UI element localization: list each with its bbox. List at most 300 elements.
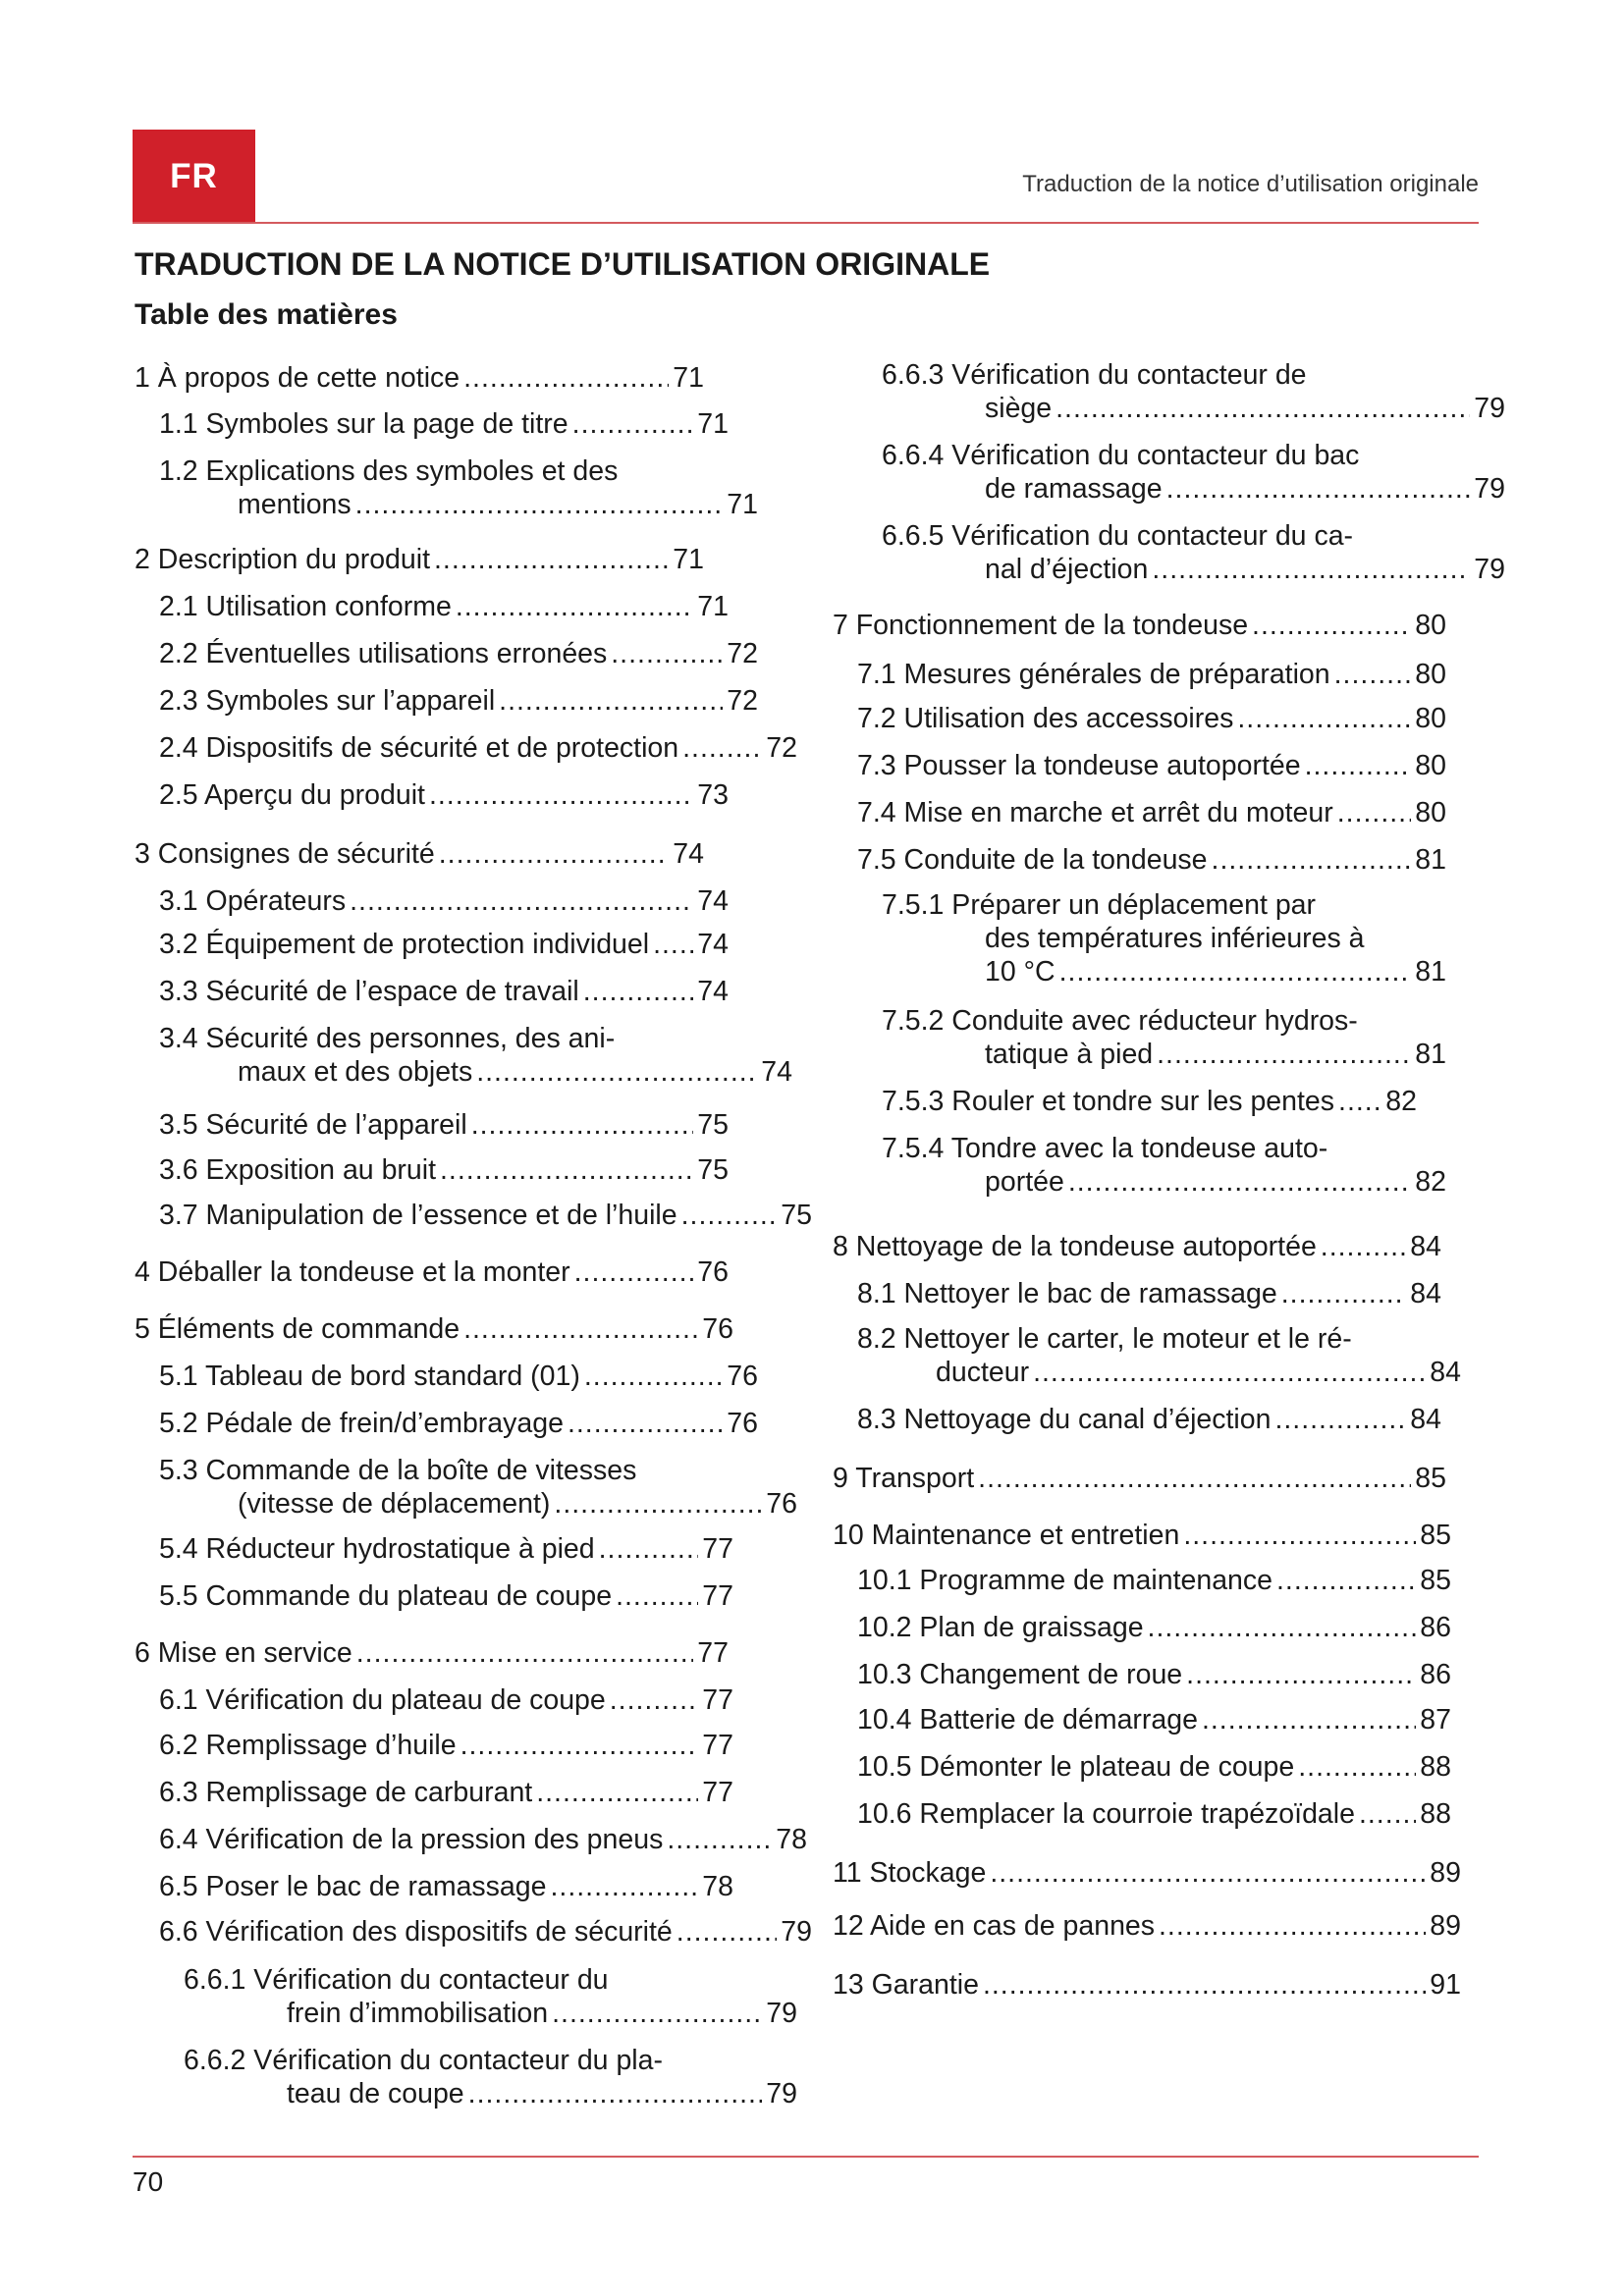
toc-entry-title: 10.6 Remplacer la courroie trapézoïdale bbox=[857, 1798, 1355, 1830]
toc-entry-line bbox=[159, 975, 729, 1008]
toc-leader-dots bbox=[677, 1915, 778, 1949]
toc-entry-title: 7.5.4 Tondre avec la tondeuse auto- bbox=[882, 1133, 1328, 1164]
toc-entry[interactable] bbox=[882, 1004, 1446, 1071]
toc-page-number: 85 bbox=[1415, 1463, 1446, 1494]
toc-entry-line bbox=[882, 1038, 1446, 1071]
toc-entry-line bbox=[159, 1776, 733, 1809]
toc-leader-dots bbox=[1152, 553, 1470, 586]
header-rule bbox=[133, 222, 1479, 224]
toc-entry-title: 6.6 Vérification des dispositifs de sécurité bbox=[159, 1916, 673, 1948]
toc-entry-title: 7.5 Conduite de la tondeuse bbox=[857, 844, 1208, 876]
toc-entry[interactable] bbox=[159, 684, 758, 718]
toc-leader-dots bbox=[1056, 392, 1470, 425]
toc-entry-title: frein d’immobilisation bbox=[287, 1998, 549, 2029]
toc-leader-dots bbox=[1183, 1519, 1416, 1552]
toc-page-number: 79 bbox=[1474, 393, 1505, 424]
toc-entry-title: 8 Nettoyage de la tondeuse autoportée bbox=[833, 1231, 1317, 1262]
toc-entry[interactable] bbox=[159, 778, 729, 812]
toc-entry-line bbox=[857, 1403, 1441, 1436]
toc-entry[interactable] bbox=[159, 1407, 758, 1440]
toc-entry[interactable] bbox=[833, 609, 1446, 642]
toc-leader-dots bbox=[1321, 1230, 1407, 1263]
toc-entry-title: 6.2 Remplissage d’huile bbox=[159, 1730, 457, 1761]
toc-page-number: 77 bbox=[702, 1730, 733, 1761]
toc-entry-line bbox=[882, 358, 1505, 392]
toc-entry-title: 1.2 Explications des symboles et des bbox=[159, 455, 619, 487]
toc-entry[interactable] bbox=[159, 1108, 729, 1142]
toc-entry[interactable] bbox=[135, 543, 704, 576]
running-header: Traduction de la notice d’utilisation originale bbox=[1022, 171, 1479, 197]
toc-entry[interactable] bbox=[135, 837, 704, 871]
toc-entry-title: 6.4 Vérification de la pression des pneus bbox=[159, 1824, 664, 1855]
toc-entry-title: 1.1 Symboles sur la page de titre bbox=[159, 408, 568, 440]
toc-entry[interactable] bbox=[857, 1703, 1451, 1736]
toc-entry-title: 8.2 Nettoyer le carter, le moteur et le ré- bbox=[857, 1323, 1352, 1355]
toc-entry-line bbox=[159, 1683, 733, 1717]
toc-leader-dots bbox=[460, 1729, 699, 1762]
toc-entry-line bbox=[857, 1356, 1461, 1389]
toc-entry-line bbox=[159, 778, 729, 812]
toc-page-number: 80 bbox=[1415, 659, 1446, 690]
toc-entry-line bbox=[159, 1022, 792, 1055]
toc-entry[interactable] bbox=[857, 1322, 1461, 1389]
toc-entry-title: 8.3 Nettoyage du canal d’éjection bbox=[857, 1404, 1272, 1435]
toc-entry[interactable] bbox=[159, 1532, 733, 1566]
toc-entry-title: 10.3 Changement de roue bbox=[857, 1659, 1183, 1690]
toc-page-number: 72 bbox=[766, 732, 797, 764]
toc-entry[interactable] bbox=[857, 1611, 1451, 1644]
toc-entry-title: 9 Transport bbox=[833, 1463, 975, 1494]
toc-entry-line bbox=[159, 928, 729, 961]
toc-page-number: 74 bbox=[673, 838, 704, 870]
toc-leader-dots bbox=[653, 928, 693, 961]
toc-entry-line bbox=[882, 472, 1505, 506]
toc-entry[interactable] bbox=[882, 439, 1505, 506]
toc-entry-line bbox=[882, 1165, 1446, 1199]
toc-entry-line bbox=[159, 1532, 733, 1566]
toc-entry-title: 6.6.5 Vérification du contacteur du ca- bbox=[882, 520, 1354, 552]
toc-entry[interactable] bbox=[857, 1277, 1441, 1310]
toc-page-number: 79 bbox=[1474, 473, 1505, 505]
toc-page-number: 84 bbox=[1410, 1231, 1441, 1262]
toc-entry[interactable] bbox=[857, 658, 1446, 691]
toc-entry-line bbox=[833, 609, 1446, 642]
toc-entry[interactable] bbox=[833, 1519, 1451, 1552]
page-number: 70 bbox=[133, 2166, 164, 2197]
toc-entry[interactable] bbox=[135, 1636, 729, 1670]
toc-entry-title: 6.6.1 Vérification du contacteur du bbox=[184, 1964, 609, 1996]
document-title: TRADUCTION DE LA NOTICE D’UTILISATION ORIGINALE bbox=[135, 246, 991, 282]
toc-entry-line bbox=[159, 1729, 733, 1762]
toc-entry[interactable] bbox=[833, 1856, 1461, 1890]
toc-entry-line bbox=[882, 888, 1446, 922]
toc-entry-line bbox=[882, 519, 1505, 553]
toc-entry[interactable] bbox=[159, 1823, 807, 1856]
toc-leader-dots bbox=[574, 1255, 694, 1289]
toc-entry-line bbox=[159, 1454, 797, 1487]
toc-entry[interactable] bbox=[184, 2044, 797, 2110]
toc-page-number: 80 bbox=[1415, 750, 1446, 781]
toc-entry-title: 4 Déballer la tondeuse et la monter bbox=[135, 1256, 570, 1288]
toc-page-number: 86 bbox=[1420, 1612, 1451, 1643]
toc-entry-title: teau de coupe bbox=[287, 2078, 464, 2109]
toc-entry[interactable] bbox=[159, 1870, 733, 1903]
toc-leader-dots bbox=[1059, 955, 1412, 988]
toc-leader-dots bbox=[350, 884, 693, 918]
toc-leader-dots bbox=[1359, 1797, 1416, 1831]
toc-entry-title: 6 Mise en service bbox=[135, 1637, 352, 1669]
toc-leader-dots bbox=[456, 590, 693, 623]
toc-entry[interactable] bbox=[857, 843, 1446, 877]
toc-page-number: 76 bbox=[702, 1313, 733, 1345]
language-code: FR bbox=[170, 156, 218, 195]
toc-entry[interactable] bbox=[184, 1963, 797, 2030]
toc-leader-dots bbox=[990, 1856, 1426, 1890]
toc-entry-line bbox=[159, 684, 758, 718]
toc-entry[interactable] bbox=[857, 749, 1446, 782]
toc-entry-title: 6.6.2 Vérification du contacteur du pla- bbox=[184, 2045, 663, 2076]
toc-entry-line bbox=[159, 637, 758, 670]
toc-entry[interactable] bbox=[159, 1360, 758, 1393]
toc-page-number: 89 bbox=[1430, 1910, 1461, 1942]
toc-entry[interactable] bbox=[857, 1564, 1451, 1597]
toc-leader-dots bbox=[1157, 1038, 1411, 1071]
toc-entry-title: 12 Aide en cas de pannes bbox=[833, 1910, 1156, 1942]
toc-entry-title: 6.3 Remplissage de carburant bbox=[159, 1777, 533, 1808]
toc-page-number: 80 bbox=[1415, 797, 1446, 828]
toc-page-number: 87 bbox=[1420, 1704, 1451, 1735]
toc-entry[interactable] bbox=[833, 1230, 1441, 1263]
toc-leader-dots bbox=[1281, 1277, 1407, 1310]
toc-entry[interactable] bbox=[857, 1750, 1451, 1784]
toc-entry[interactable] bbox=[159, 1915, 812, 1949]
toc-entry-title: 10.1 Programme de maintenance bbox=[857, 1565, 1272, 1596]
toc-leader-dots bbox=[1186, 1658, 1416, 1691]
toc-page-number: 75 bbox=[781, 1200, 812, 1231]
toc-entry[interactable] bbox=[857, 702, 1446, 735]
toc-entry[interactable] bbox=[857, 1658, 1451, 1691]
toc-leader-dots bbox=[476, 1055, 757, 1089]
toc-entry-line bbox=[184, 2044, 797, 2077]
toc-leader-dots bbox=[1276, 1564, 1416, 1597]
toc-leader-dots bbox=[468, 2077, 763, 2110]
toc-page-number: 91 bbox=[1430, 1969, 1461, 2001]
toc-entry-title: siège bbox=[985, 393, 1053, 424]
toc-page-number: 88 bbox=[1420, 1798, 1451, 1830]
toc-page-number: 76 bbox=[766, 1488, 797, 1520]
toc-entry-title: 7 Fonctionnement de la tondeuse bbox=[833, 610, 1249, 641]
toc-entry-title: 5.3 Commande de la boîte de vitesses bbox=[159, 1455, 637, 1486]
toc-entry-line bbox=[159, 1407, 758, 1440]
toc-entry[interactable] bbox=[833, 1462, 1446, 1495]
toc-entry-line bbox=[135, 1312, 733, 1346]
toc-page-number: 89 bbox=[1430, 1857, 1461, 1889]
toc-page-number: 78 bbox=[702, 1871, 733, 1902]
toc-page-number: 77 bbox=[702, 1777, 733, 1808]
toc-entry[interactable] bbox=[159, 731, 797, 765]
toc-page-number: 84 bbox=[1410, 1278, 1441, 1309]
toc-entry-title: 2.1 Utilisation conforme bbox=[159, 591, 452, 622]
toc-entry-line bbox=[184, 1997, 797, 2030]
toc-leader-dots bbox=[681, 1199, 778, 1232]
toc-entry-title: 10.5 Démonter le plateau de coupe bbox=[857, 1751, 1295, 1783]
toc-leader-dots bbox=[1166, 472, 1471, 506]
toc-page-number: 71 bbox=[697, 591, 729, 622]
toc-entry[interactable] bbox=[159, 637, 758, 670]
toc-entry[interactable] bbox=[159, 454, 758, 521]
toc-leader-dots bbox=[1337, 796, 1412, 829]
toc-entry-title: 11 Stockage bbox=[833, 1857, 987, 1889]
toc-entry-line bbox=[159, 454, 758, 488]
toc-entry[interactable] bbox=[833, 1909, 1461, 1943]
toc-entry-title: 3.6 Exposition au bruit bbox=[159, 1154, 437, 1186]
toc-entry[interactable] bbox=[159, 1022, 792, 1089]
toc-page-number: 81 bbox=[1415, 1039, 1446, 1070]
toc-entry-line bbox=[135, 1255, 729, 1289]
toc-leader-dots bbox=[463, 1312, 698, 1346]
toc-entry-line bbox=[135, 1636, 729, 1670]
toc-entry-title: 3.1 Opérateurs bbox=[159, 885, 347, 917]
toc-entry-title: mentions bbox=[238, 489, 352, 520]
toc-entry-line bbox=[833, 1230, 1441, 1263]
toc-leader-dots bbox=[550, 1870, 698, 1903]
toc-page-number: 82 bbox=[1415, 1166, 1446, 1198]
toc-entry-line bbox=[159, 1870, 733, 1903]
toc-page-number: 81 bbox=[1415, 844, 1446, 876]
toc-entry-title: 3.4 Sécurité des personnes, des ani- bbox=[159, 1023, 616, 1054]
toc-entry-title: maux et des objets bbox=[238, 1056, 473, 1088]
toc-entry-title: 3.3 Sécurité de l’espace de travail bbox=[159, 976, 579, 1007]
toc-entry[interactable] bbox=[135, 1255, 729, 1289]
toc-entry[interactable] bbox=[857, 796, 1446, 829]
toc-entry-line bbox=[857, 1322, 1461, 1356]
toc-leader-dots bbox=[978, 1462, 1411, 1495]
toc-entry-title: 7.4 Mise en marche et arrêt du moteur bbox=[857, 797, 1333, 828]
toc-page-number: 74 bbox=[697, 885, 729, 917]
toc-entry-line bbox=[857, 1658, 1451, 1691]
toc-leader-dots bbox=[568, 1407, 723, 1440]
toc-entry[interactable] bbox=[159, 975, 729, 1008]
toc-entry[interactable] bbox=[882, 1085, 1417, 1118]
toc-leader-dots bbox=[599, 1532, 699, 1566]
toc-entry-title: 6.6.4 Vérification du contacteur du bac bbox=[882, 440, 1360, 471]
toc-leader-dots bbox=[429, 778, 693, 812]
toc-entry[interactable] bbox=[857, 1403, 1441, 1436]
toc-page-number: 76 bbox=[727, 1361, 758, 1392]
toc-leader-dots bbox=[572, 407, 694, 441]
toc-leader-dots bbox=[1202, 1703, 1416, 1736]
toc-entry[interactable] bbox=[882, 1132, 1446, 1199]
toc-leader-dots bbox=[439, 837, 670, 871]
toc-entry-line bbox=[857, 658, 1446, 691]
toc-leader-dots bbox=[610, 1683, 699, 1717]
toc-leader-dots bbox=[1274, 1403, 1406, 1436]
toc-entry[interactable] bbox=[159, 1683, 733, 1717]
toc-entry-title: 5.2 Pédale de frein/d’embrayage bbox=[159, 1408, 564, 1439]
toc-page-number: 71 bbox=[697, 408, 729, 440]
toc-leader-dots bbox=[1334, 658, 1412, 691]
toc-entry-line bbox=[159, 1360, 758, 1393]
toc-entry[interactable] bbox=[135, 361, 704, 395]
toc-entry-title: 13 Garantie bbox=[833, 1969, 979, 2001]
toc-page-number: 84 bbox=[1410, 1404, 1441, 1435]
toc-entry-line bbox=[135, 837, 704, 871]
toc-page-number: 79 bbox=[766, 2078, 797, 2109]
toc-leader-dots bbox=[1252, 609, 1411, 642]
toc-entry-line bbox=[882, 922, 1446, 955]
toc-entry[interactable] bbox=[159, 590, 729, 623]
toc-page-number: 74 bbox=[761, 1056, 792, 1088]
toc-leader-dots bbox=[463, 361, 669, 395]
toc-entry[interactable] bbox=[159, 407, 729, 441]
toc-page-number: 84 bbox=[1430, 1357, 1461, 1388]
toc-page-number: 73 bbox=[697, 779, 729, 811]
toc-leader-dots bbox=[536, 1776, 698, 1809]
toc-leader-dots bbox=[1298, 1750, 1416, 1784]
toc-entry-title: nal d’éjection bbox=[985, 554, 1149, 585]
toc-entry-line bbox=[159, 731, 797, 765]
toc-entry-title: 3 Consignes de sécurité bbox=[135, 838, 435, 870]
toc-leader-dots bbox=[499, 684, 723, 718]
toc-entry[interactable] bbox=[159, 1199, 812, 1232]
toc-leader-dots bbox=[584, 1360, 723, 1393]
toc-entry-line bbox=[159, 1108, 729, 1142]
toc-entry[interactable] bbox=[159, 1153, 729, 1187]
toc-entry-line bbox=[857, 843, 1446, 877]
toc-entry-line bbox=[833, 1968, 1461, 2002]
toc-leader-dots bbox=[554, 1487, 762, 1521]
toc-page-number: 77 bbox=[702, 1580, 733, 1612]
toc-entry[interactable] bbox=[159, 1729, 733, 1762]
toc-page-number: 88 bbox=[1420, 1751, 1451, 1783]
toc-leader-dots bbox=[611, 637, 723, 670]
toc-entry-title: portée bbox=[985, 1166, 1064, 1198]
toc-page-number: 77 bbox=[702, 1684, 733, 1716]
toc-page-number: 75 bbox=[697, 1109, 729, 1141]
toc-entry-title: 7.3 Pousser la tondeuse autoportée bbox=[857, 750, 1301, 781]
toc-entry-title: 10 °C bbox=[985, 956, 1056, 988]
toc-leader-dots bbox=[434, 543, 669, 576]
toc-leader-dots bbox=[440, 1153, 693, 1187]
toc-page-number: 77 bbox=[697, 1637, 729, 1669]
toc-entry-title: 2.3 Symboles sur l’appareil bbox=[159, 685, 496, 717]
toc-page-number: 72 bbox=[727, 685, 758, 717]
toc-entry-title: 10.2 Plan de graissage bbox=[857, 1612, 1144, 1643]
toc-entry[interactable] bbox=[159, 928, 729, 961]
toc-page-number: 76 bbox=[697, 1256, 729, 1288]
toc-entry-line bbox=[159, 590, 729, 623]
toc-heading: Table des matières bbox=[135, 298, 398, 331]
toc-entry-title: 5.5 Commande du plateau de coupe bbox=[159, 1580, 613, 1612]
toc-page-number: 79 bbox=[766, 1998, 797, 2029]
footer-rule bbox=[133, 2156, 1479, 2158]
toc-entry-line bbox=[159, 884, 729, 918]
toc-entry-line bbox=[857, 749, 1446, 782]
toc-entry-line bbox=[159, 1153, 729, 1187]
toc-entry-line bbox=[857, 1611, 1451, 1644]
toc-leader-dots bbox=[471, 1108, 694, 1142]
toc-leader-dots bbox=[682, 731, 762, 765]
toc-leader-dots bbox=[355, 488, 724, 521]
toc-entry-title: 5.4 Réducteur hydrostatique à pied bbox=[159, 1533, 595, 1565]
toc-entry-title: 7.1 Mesures générales de préparation bbox=[857, 659, 1330, 690]
toc-entry-line bbox=[882, 553, 1505, 586]
toc-entry-title: 7.5.2 Conduite avec réducteur hydros- bbox=[882, 1005, 1358, 1037]
toc-entry-title: 6.5 Poser le bac de ramassage bbox=[159, 1871, 547, 1902]
toc-page-number: 80 bbox=[1415, 610, 1446, 641]
toc-entry-title: 3.2 Équipement de protection individuel bbox=[159, 929, 650, 960]
toc-page-number: 81 bbox=[1415, 956, 1446, 988]
toc-entry[interactable] bbox=[159, 1579, 733, 1613]
toc-entry[interactable] bbox=[833, 1968, 1461, 2002]
toc-entry-title: 3.7 Manipulation de l’essence et de l’huile bbox=[159, 1200, 677, 1231]
toc-entry-title: 3.5 Sécurité de l’appareil bbox=[159, 1109, 467, 1141]
toc-entry-line bbox=[159, 1487, 797, 1521]
toc-page-number: 78 bbox=[776, 1824, 807, 1855]
toc-entry-line bbox=[857, 796, 1446, 829]
toc-entry-title: 2.2 Éventuelles utilisations erronées bbox=[159, 638, 608, 669]
toc-entry[interactable] bbox=[882, 358, 1505, 425]
toc-page-number: 85 bbox=[1420, 1565, 1451, 1596]
toc-page-number: 79 bbox=[1474, 554, 1505, 585]
toc-entry-title: tatique à pied bbox=[985, 1039, 1154, 1070]
toc-entry-line bbox=[159, 1915, 812, 1949]
toc-entry[interactable] bbox=[159, 1454, 797, 1521]
toc-page-number: 86 bbox=[1420, 1659, 1451, 1690]
toc-entry-title: 2 Description du produit bbox=[135, 544, 431, 575]
toc-entry-title: 8.1 Nettoyer le bac de ramassage bbox=[857, 1278, 1277, 1309]
toc-entry-line bbox=[857, 702, 1446, 735]
toc-entry-line bbox=[159, 1823, 807, 1856]
toc-entry-title: 7.5.3 Rouler et tondre sur les pentes bbox=[882, 1086, 1335, 1117]
toc-page-number: 71 bbox=[727, 489, 758, 520]
language-badge bbox=[133, 130, 255, 223]
toc-leader-dots bbox=[552, 1997, 762, 2030]
toc-entry[interactable] bbox=[857, 1797, 1451, 1831]
toc-entry[interactable] bbox=[882, 888, 1446, 988]
toc-entry-line bbox=[833, 1856, 1461, 1890]
toc-entry-line bbox=[159, 1199, 812, 1232]
toc-entry[interactable] bbox=[882, 519, 1505, 586]
toc-page-number: 74 bbox=[697, 929, 729, 960]
toc-entry-title: ducteur bbox=[936, 1357, 1030, 1388]
toc-entry-line bbox=[882, 1004, 1446, 1038]
toc-leader-dots bbox=[1237, 702, 1411, 735]
toc-leader-dots bbox=[1033, 1356, 1426, 1389]
toc-entry-line bbox=[833, 1462, 1446, 1495]
toc-entry[interactable] bbox=[159, 1776, 733, 1809]
toc-page-number: 85 bbox=[1420, 1520, 1451, 1551]
toc-entry[interactable] bbox=[135, 1312, 733, 1346]
toc-entry-line bbox=[833, 1519, 1451, 1552]
toc-entry-line bbox=[882, 1132, 1446, 1165]
toc-leader-dots bbox=[1305, 749, 1412, 782]
toc-entry-title: (vitesse de déplacement) bbox=[238, 1488, 551, 1520]
toc-page-number: 80 bbox=[1415, 703, 1446, 734]
toc-page-number: 71 bbox=[673, 362, 704, 394]
toc-entry-line bbox=[159, 488, 758, 521]
toc-entry[interactable] bbox=[159, 884, 729, 918]
toc-entry-line bbox=[857, 1797, 1451, 1831]
toc-entry-line bbox=[135, 361, 704, 395]
toc-page-number: 74 bbox=[697, 976, 729, 1007]
toc-entry-line bbox=[159, 1055, 792, 1089]
toc-entry-line bbox=[882, 1085, 1417, 1118]
toc-entry-title: 1 À propos de cette notice bbox=[135, 362, 460, 394]
toc-leader-dots bbox=[1148, 1611, 1417, 1644]
toc-entry-title: 7.2 Utilisation des accessoires bbox=[857, 703, 1234, 734]
toc-page-number: 72 bbox=[727, 638, 758, 669]
